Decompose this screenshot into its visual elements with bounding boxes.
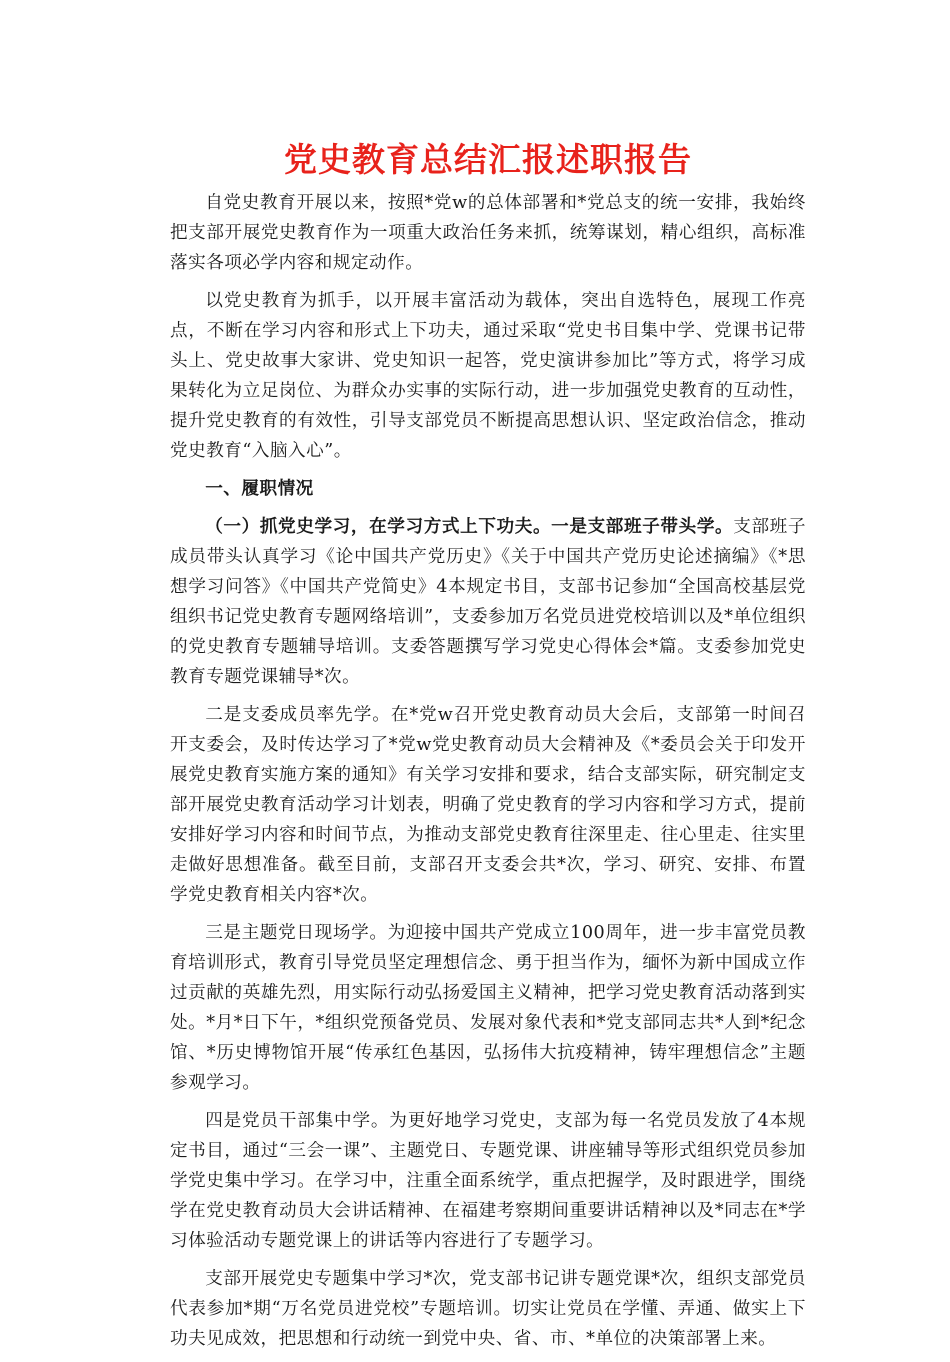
- document-body: [170, 128, 806, 1362]
- document-title: 党史教育总结汇报述职报告: [284, 140, 692, 179]
- paragraph-second-point: 二是支委成员率先学。在*党w召开党史教育动员大会后，支部第一时间召开支委会，及时传达学习了*党w党史教育动员大会精神及《*委员会关于印发开展党史教育实施方案的通知》有关学习安排和要求，结合支部实际，研究制定支部开展党史教育活动学习计划表，明确了党史教育的学习内容和学习方式，提前安排好学习内容和时间节点，为推动支部党史教育往深里走、往心里走、往实里走做好思想准备。截至目前，支部召开支委会共*次，学习、研究、安排、布置学党史教育相关内容*次。: [170, 705, 806, 905]
- paragraph-summary: 支部开展党史专题集中学习*次，党支部书记讲专题党课*次，组织支部党员代表参加*期“万名党员进党校”专题培训。切实让党员在学懂、弄通、做实上下功夫见成效，把思想和行动统一到党中央、省、市、*单位的决策部署上来。: [170, 1269, 806, 1349]
- subsection-1-paragraph: [170, 512, 806, 692]
- subsection-1-bold-lead: （一）抓党史学习，在学习方式上下功夫。一是支部班子带头学。: [205, 516, 734, 537]
- subsection-1-text: 支部班子成员带头认真学习《论中国共产党历史》《关于中国共产党历史论述摘编》《*思想学习问答》《中国共产党简史》4本规定书目，支部书记参加“全国高校基层党组织书记党史教育专题网络培训”，支委参加万名党员进党校培训以及*单位组织的党史教育专题辅导培训。支委答题撰写学习党史心得体会*篇。支委参加党史教育专题党课辅导*次。: [170, 517, 806, 687]
- intro-paragraph-1: 自党史教育开展以来，按照*党w的总体部署和*党总支的统一安排，我始终把支部开展党史教育作为一项重大政治任务来抓，统筹谋划，精心组织，高标准落实各项必学内容和规定动作。: [170, 193, 806, 273]
- paragraph-fourth-point: 四是党员干部集中学。为更好地学习党史，支部为每一名党员发放了4本规定书目，通过“三会一课”、主题党日、专题党课、讲座辅导等形式组织党员参加学党史集中学习。在学习中，注重全面系统学，重点把握学，及时跟进学，围绕学在党史教育动员大会讲话精神、在福建考察期间重要讲话精神以及*同志在*学习体验活动专题党课上的讲话等内容进行了专题学习。: [170, 1111, 806, 1251]
- intro-paragraph-2: 以党史教育为抓手，以开展丰富活动为载体，突出自选特色，展现工作亮点，不断在学习内容和形式上下功夫，通过采取“党史书目集中学、党课书记带头上、党史故事大家讲、党史知识一起答，党史演讲参加比”等方式，将学习成果转化为立足岗位、为群众办实事的实际行动，进一步加强党史教育的互动性，提升党史教育的有效性，引导支部党员不断提高思想认识、坚定政治信念，推动党史教育“入脑入心”。: [170, 291, 806, 461]
- section-heading-1: 一、履职情况: [205, 478, 314, 499]
- paragraph-third-point: 三是主题党日现场学。为迎接中国共产党成立100周年，进一步丰富党员教育培训形式，教育引导党员坚定理想信念、勇于担当作为，缅怀为新中国成立作过贡献的英雄先烈，用实际行动弘扬爱国主义精神，把学习党史教育活动落到实处。*月*日下午，*组织党预备党员、发展对象代表和*党支部同志共*人到*纪念馆、*历史博物馆开展“传承红色基因，弘扬伟大抗疫精神，铸牢理想信念”主题参观学习。: [170, 923, 806, 1093]
